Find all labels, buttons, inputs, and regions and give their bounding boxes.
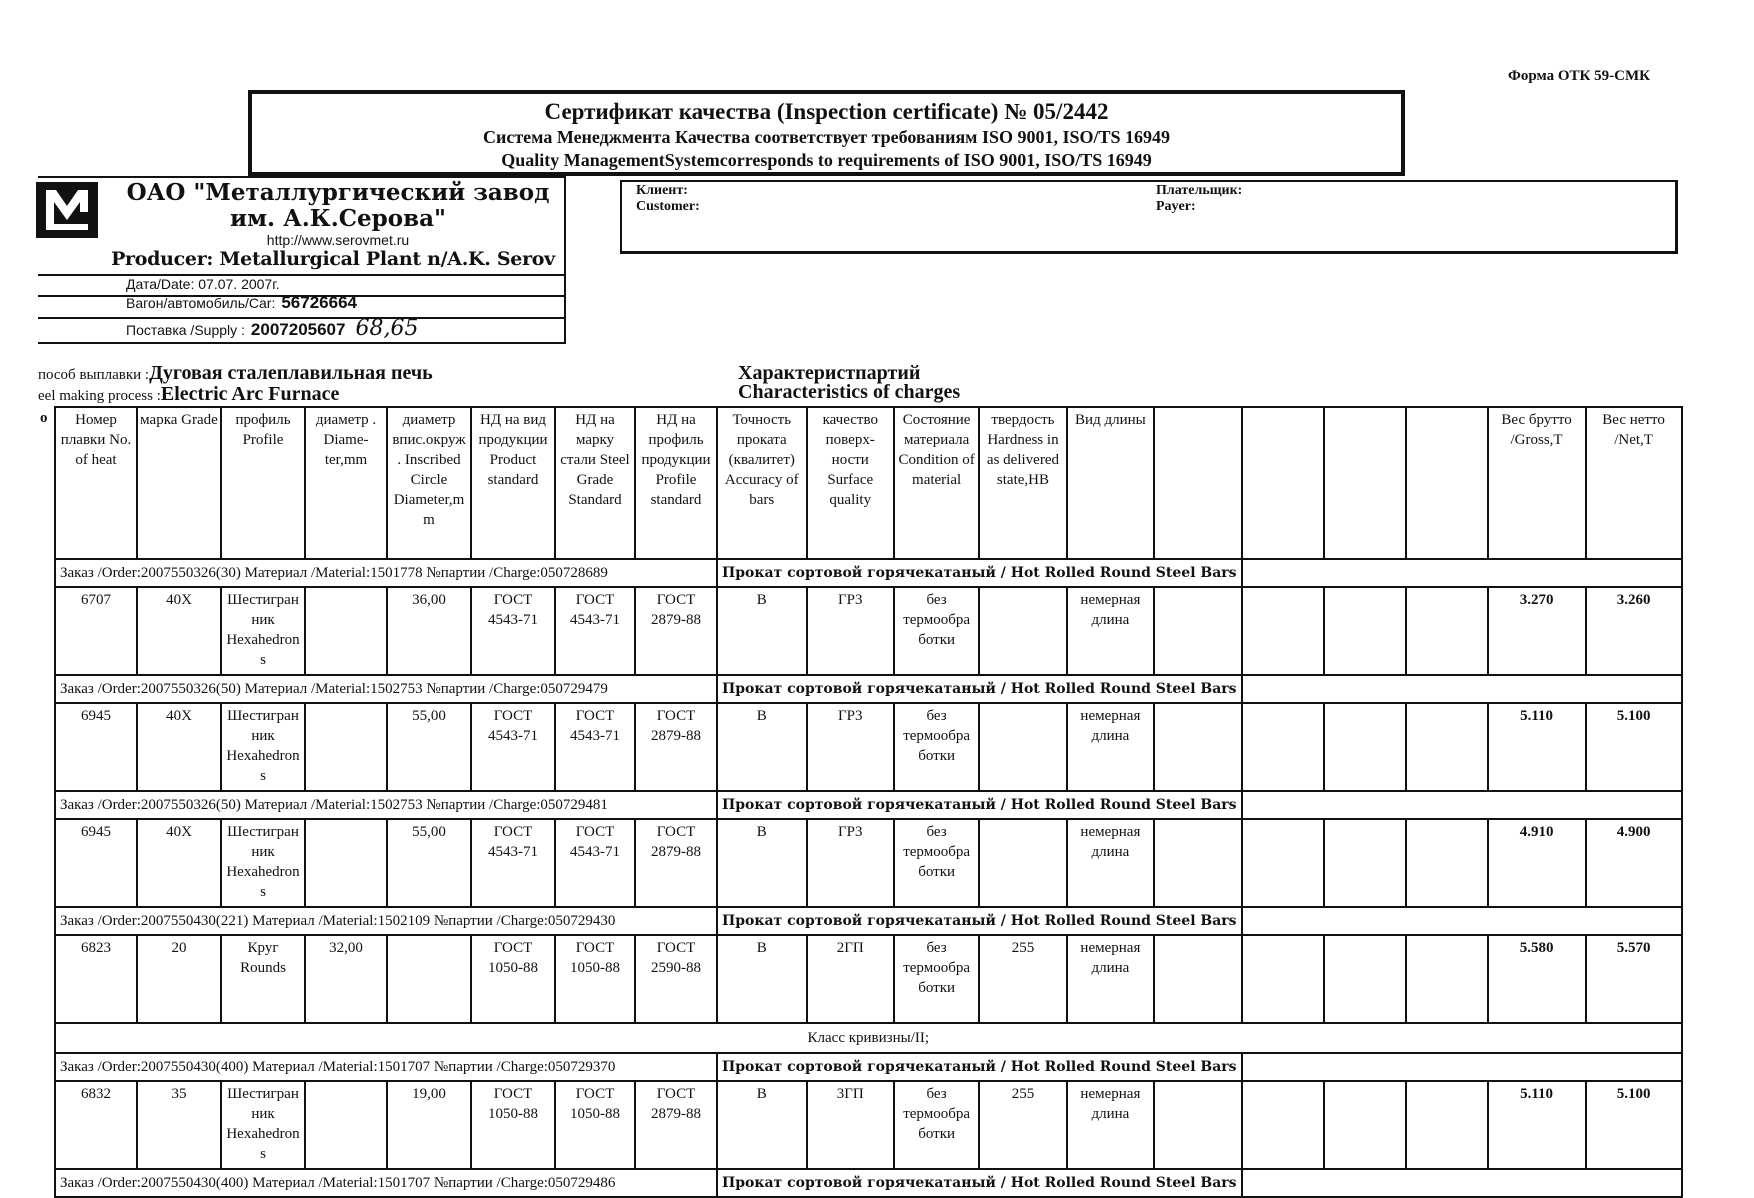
column-header: Вид длины <box>1067 407 1154 559</box>
table-cell: 6945 <box>55 819 137 907</box>
producer-url[interactable]: http://www.serovmet.ru <box>266 232 410 248</box>
column-header: марка Grade <box>137 407 221 559</box>
column-header: Вес брутто /Gross,T <box>1488 407 1586 559</box>
table-cell: 55,00 <box>387 819 471 907</box>
table-cell: без термообра ботки <box>894 703 979 791</box>
table-cell: 20 <box>137 935 221 1023</box>
table-cell: ГОСТ 2879-88 <box>635 703 717 791</box>
order-row <box>55 907 1682 935</box>
form-code: Форма ОТК 59-СМК <box>1508 68 1651 84</box>
table-cell: 36,00 <box>387 587 471 675</box>
table-row <box>55 819 1682 907</box>
table-cell <box>305 587 387 675</box>
table-cell: 5.100 <box>1586 703 1682 791</box>
order-info: Заказ /Order:2007550326(30) Материал /Material:1501778 №партии /Charge:050728689 <box>55 559 717 587</box>
order-row-blank <box>1242 675 1682 703</box>
table-cell: 40X <box>137 703 221 791</box>
table-cell: 35 <box>137 1081 221 1169</box>
table-cell: 55,00 <box>387 703 471 791</box>
column-header <box>1154 407 1241 559</box>
table-row <box>55 703 1682 791</box>
table-cell: Шестигран ник Hexahedron s <box>221 587 305 675</box>
order-info: Заказ /Order:2007550430(400) Материал /Material:1501707 №партии /Charge:050729486 <box>55 1169 717 1197</box>
table-cell <box>1242 587 1324 675</box>
table-cell: B <box>717 703 807 791</box>
table-cell <box>1406 935 1488 1023</box>
table-cell: 4.910 <box>1488 819 1586 907</box>
table-cell: ГР3 <box>807 587 894 675</box>
table-cell: немерная длина <box>1067 587 1154 675</box>
column-header: диаметр впис.окруж . Inscribed Circle Diameter,m m <box>387 407 471 559</box>
table-cell: без термообра ботки <box>894 819 979 907</box>
table-cell: B <box>717 935 807 1023</box>
client-block <box>620 180 1678 254</box>
table-cell: ГОСТ 1050-88 <box>555 1081 635 1169</box>
column-header: Состояние материала Condition of material <box>894 407 979 559</box>
table-cell: 3ГП <box>807 1081 894 1169</box>
table-cell <box>1242 935 1324 1023</box>
order-row <box>55 675 1682 703</box>
column-header: качество поверх- ности Surface quality <box>807 407 894 559</box>
table-cell: ГОСТ 1050-88 <box>555 935 635 1023</box>
table-cell <box>979 703 1066 791</box>
column-header: НД на марку стали Steel Grade Standard <box>555 407 635 559</box>
column-header: НД на вид продукции Product standard <box>471 407 555 559</box>
table-cell: 40X <box>137 819 221 907</box>
table-cell: 32,00 <box>305 935 387 1023</box>
table-cell: немерная длина <box>1067 703 1154 791</box>
certificate-title: Сертификат качества (Inspection certificate) № 05/2442 <box>544 99 1109 124</box>
note-row <box>55 1023 1682 1053</box>
table-cell: 19,00 <box>387 1081 471 1169</box>
table-cell: 2ГП <box>807 935 894 1023</box>
handwritten-note: 68,65 <box>355 316 419 341</box>
table-cell: 3.260 <box>1586 587 1682 675</box>
date-field: Дата/Date: 07.07. 2007г. <box>126 276 280 292</box>
column-header: твердость Hardness in as delivered state,HB <box>979 407 1066 559</box>
product-type: Прокат сортовой горячекатаный / Hot Rolled Round Steel Bars <box>717 791 1242 819</box>
table-cell <box>1406 703 1488 791</box>
table-cell: 5.580 <box>1488 935 1586 1023</box>
order-row-blank <box>1242 1053 1682 1081</box>
table-cell: 6707 <box>55 587 137 675</box>
order-row <box>55 791 1682 819</box>
table-cell <box>1324 703 1406 791</box>
table-cell <box>305 703 387 791</box>
table-cell <box>1406 587 1488 675</box>
table-cell <box>1242 1081 1324 1169</box>
table-cell: ГОСТ 2879-88 <box>635 587 717 675</box>
customer-label: Клиент: Customer: <box>636 183 700 214</box>
curvature-note: Класс кривизны/II; <box>55 1023 1682 1053</box>
order-info: Заказ /Order:2007550326(50) Материал /Material:1502753 №партии /Charge:050729481 <box>55 791 717 819</box>
table-cell: ГОСТ 4543-71 <box>555 819 635 907</box>
table-cell: ГОСТ 2879-88 <box>635 1081 717 1169</box>
table-cell: B <box>717 1081 807 1169</box>
order-row <box>55 559 1682 587</box>
table-cell: 255 <box>979 1081 1066 1169</box>
table-cell: 6945 <box>55 703 137 791</box>
table-cell: ГОСТ 1050-88 <box>471 935 555 1023</box>
table-cell: 5.100 <box>1586 1081 1682 1169</box>
table-cell <box>1154 703 1241 791</box>
table-cell: 3.270 <box>1488 587 1586 675</box>
table-cell: 5.110 <box>1488 703 1586 791</box>
column-header: НД на профиль продукции Profile standard <box>635 407 717 559</box>
table-cell: 5.570 <box>1586 935 1682 1023</box>
table-cell: 4.900 <box>1586 819 1682 907</box>
table-cell: 6832 <box>55 1081 137 1169</box>
product-type: Прокат сортовой горячекатаный / Hot Rolled Round Steel Bars <box>717 1053 1242 1081</box>
table-cell <box>1242 703 1324 791</box>
order-info: Заказ /Order:2007550430(400) Материал /Material:1501707 №партии /Charge:050729370 <box>55 1053 717 1081</box>
column-header: профиль Profile <box>221 407 305 559</box>
table-stub: о <box>40 410 48 426</box>
producer-name-ru: ОАО "Металлургический завод им. А.К.Серова" <box>126 179 550 232</box>
car-field: Вагон/автомобиль/Car: 56726664 <box>126 293 357 312</box>
product-type: Прокат сортовой горячекатаный / Hot Rolled Round Steel Bars <box>717 907 1242 935</box>
header-row <box>55 407 1682 559</box>
charges-title: Характеристпартий Characteristics of charges <box>738 362 961 403</box>
order-row-blank <box>1242 559 1682 587</box>
table-cell: 5.110 <box>1488 1081 1586 1169</box>
table-cell: ГОСТ 1050-88 <box>471 1081 555 1169</box>
melting-process: пособ выплавки :Дуговая сталеплавильная печь eel making process :Electric Arc Furnace <box>38 362 433 405</box>
certificate-header <box>248 90 1405 176</box>
table-cell <box>1154 819 1241 907</box>
column-header: Точность проката (квалитет) Accuracy of bars <box>717 407 807 559</box>
producer-name-en: Producer: Metallurgical Plant n/A.K. Serov <box>111 248 555 270</box>
certificate-table <box>54 406 1683 1198</box>
table-cell <box>1154 587 1241 675</box>
order-row <box>55 1053 1682 1081</box>
column-header <box>1406 407 1488 559</box>
table-cell: 255 <box>979 935 1066 1023</box>
table-cell: без термообра ботки <box>894 1081 979 1169</box>
table-row <box>55 1081 1682 1169</box>
order-row-blank <box>1242 907 1682 935</box>
table-cell: ГОСТ 2879-88 <box>635 819 717 907</box>
table-cell: ГОСТ 4543-71 <box>471 587 555 675</box>
table-cell <box>1406 1081 1488 1169</box>
payer-label: Плательщик: Payer: <box>1156 183 1243 214</box>
table-cell <box>1324 935 1406 1023</box>
table-cell <box>1154 935 1241 1023</box>
table-cell: без термообра ботки <box>894 935 979 1023</box>
column-header: Вес нетто /Net,T <box>1586 407 1682 559</box>
table-cell: 6823 <box>55 935 137 1023</box>
table-cell <box>305 819 387 907</box>
supply-field: Поставка /Supply : 2007205607 68,65 <box>126 316 419 341</box>
table-cell: немерная длина <box>1067 935 1154 1023</box>
producer-block <box>38 176 566 344</box>
order-row-blank <box>1242 791 1682 819</box>
table-cell: без термообра ботки <box>894 587 979 675</box>
table-row <box>55 587 1682 675</box>
qms-line-en: Quality ManagementSystemcorresponds to requirements of ISO 9001, ISO/TS 16949 <box>501 150 1152 170</box>
table-cell <box>979 587 1066 675</box>
table-cell: Шестигран ник Hexahedron s <box>221 819 305 907</box>
order-row-blank <box>1242 1169 1682 1197</box>
product-type: Прокат сортовой горячекатаный / Hot Rolled Round Steel Bars <box>717 675 1242 703</box>
table-cell <box>1324 587 1406 675</box>
column-header <box>1324 407 1406 559</box>
table-cell <box>305 1081 387 1169</box>
table-cell: Шестигран ник Hexahedron s <box>221 703 305 791</box>
table-cell <box>1324 1081 1406 1169</box>
table-cell <box>979 819 1066 907</box>
table-cell: немерная длина <box>1067 819 1154 907</box>
table-cell: ГР3 <box>807 819 894 907</box>
table-cell: B <box>717 587 807 675</box>
table-cell: ГОСТ 4543-71 <box>471 703 555 791</box>
table-cell: 40X <box>137 587 221 675</box>
column-header <box>1242 407 1324 559</box>
column-header: диаметр . Diame- ter,mm <box>305 407 387 559</box>
order-row <box>55 1169 1682 1197</box>
table-cell: немерная длина <box>1067 1081 1154 1169</box>
table-cell: Шестигран ник Hexahedron s <box>221 1081 305 1169</box>
table-cell: ГОСТ 4543-71 <box>555 703 635 791</box>
table-cell <box>387 935 471 1023</box>
order-info: Заказ /Order:2007550326(50) Материал /Material:1502753 №партии /Charge:050729479 <box>55 675 717 703</box>
table-cell: Круг Rounds <box>221 935 305 1023</box>
table-cell <box>1242 819 1324 907</box>
qms-line-ru: Система Менеджмента Качества соответствует требованиям ISO 9001, ISO/TS 16949 <box>482 127 1170 147</box>
table-cell <box>1154 1081 1241 1169</box>
column-header: Номер плавки No. of heat <box>55 407 137 559</box>
order-info: Заказ /Order:2007550430(221) Материал /Material:1502109 №партии /Charge:050729430 <box>55 907 717 935</box>
table-cell: ГОСТ 2590-88 <box>635 935 717 1023</box>
table-cell: B <box>717 819 807 907</box>
product-type: Прокат сортовой горячекатаный / Hot Rolled Round Steel Bars <box>717 1169 1242 1197</box>
table-cell <box>1324 819 1406 907</box>
table-cell: ГОСТ 4543-71 <box>555 587 635 675</box>
table-cell: ГР3 <box>807 703 894 791</box>
table-cell: ГОСТ 4543-71 <box>471 819 555 907</box>
product-type: Прокат сортовой горячекатаный / Hot Rolled Round Steel Bars <box>717 559 1242 587</box>
table-cell <box>1406 819 1488 907</box>
table-row <box>55 935 1682 1023</box>
